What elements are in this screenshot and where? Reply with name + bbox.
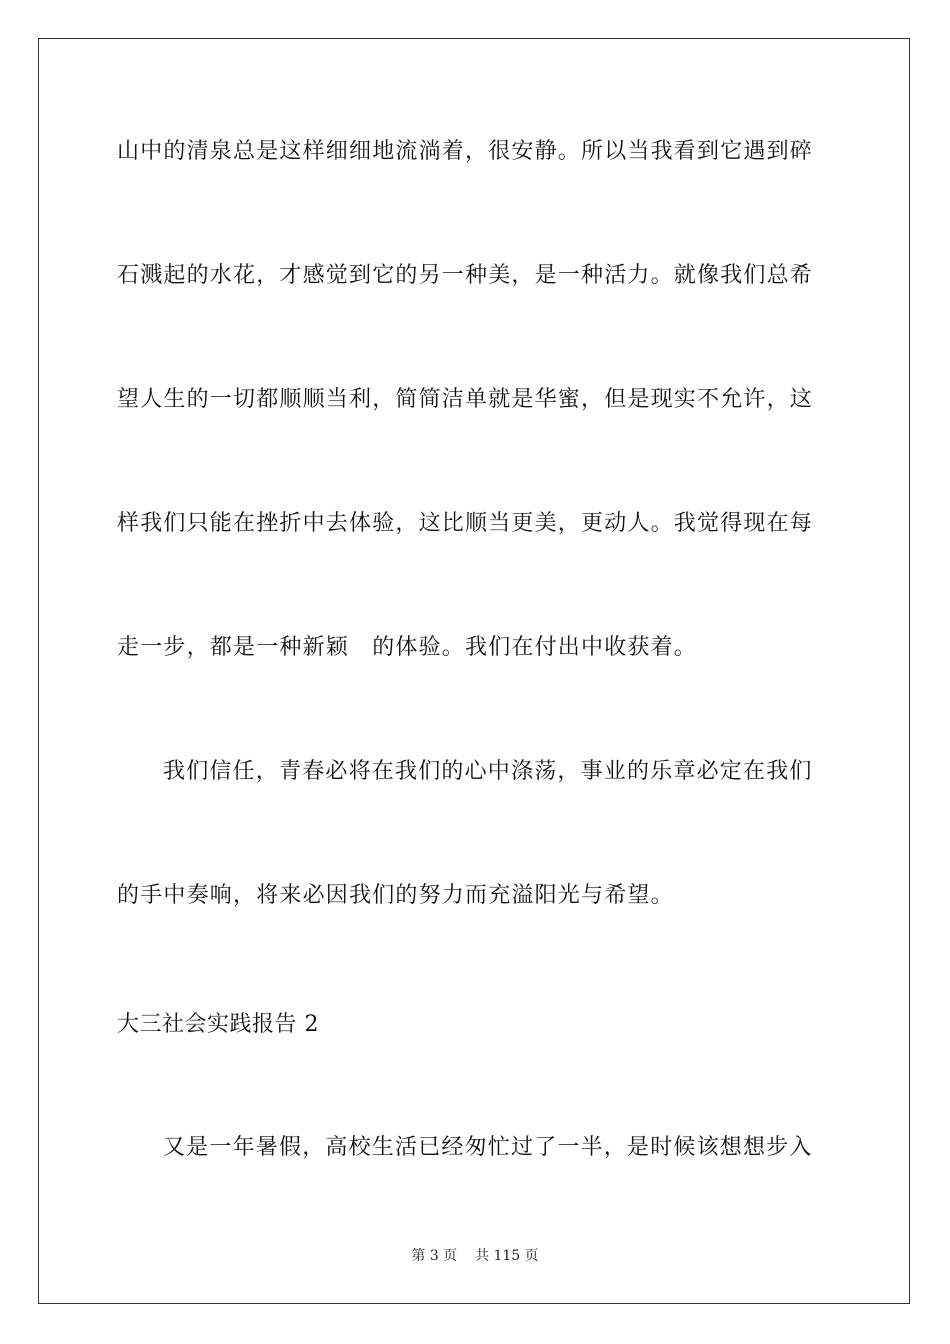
paragraph-line: 望人生的一切都顺顺当利，简简洁单就是华蜜，但是现实不允许，这 [117,387,814,412]
paragraph-line: 样我们只能在挫折中去体验，这比顺当更美，更动人。我觉得现在每 [117,511,814,536]
page-footer [0,1246,950,1266]
paragraph-line: 走一步，都是一种新颖 的体验。我们在付出中收获着。 [117,635,698,660]
paragraph-line: 石溅起的水花，才感觉到它的另一种美，是一种活力。就像我们总希 [117,263,814,288]
page-number: 第 3 页 [411,1248,458,1264]
paragraph-line: 又是一年暑假，高校生活已经匆忙过了一半，是时候该想想步入 [163,1135,813,1160]
page-border [38,38,910,1304]
page-total: 共 115 页 [475,1248,539,1264]
paragraph-line: 山中的清泉总是这样细细地流淌着，很安静。所以当我看到它遇到碎 [117,139,814,164]
paragraph-line: 我们信任，青春必将在我们的心中涤荡，事业的乐章必定在我们 [163,759,813,784]
section-heading: 大三社会实践报告 2 [117,1012,319,1037]
paragraph-line: 的手中奏响，将来必因我们的努力而充溢阳光与希望。 [117,883,674,908]
